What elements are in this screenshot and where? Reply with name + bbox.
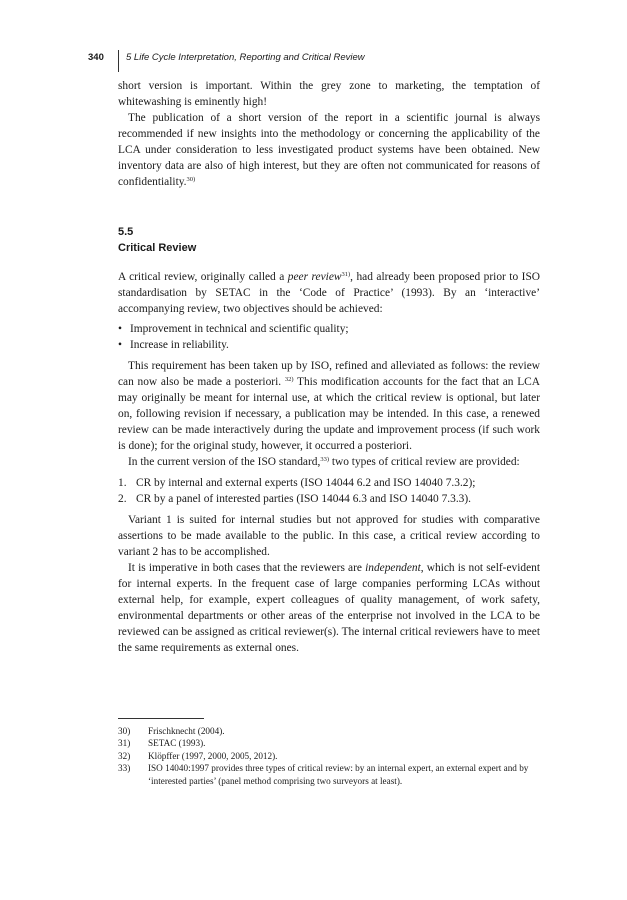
footnote-33: 33) ISO 14040:1997 provides three types of critical review: by an internal expert, an external expert and by ‘interested parties’ (panel method comprising two surveyors at least).	[118, 763, 529, 786]
body-text	[118, 78, 540, 656]
footnote-30: 30) Frischknecht (2004).	[118, 726, 225, 736]
section-title: Critical Review	[118, 242, 197, 254]
list-item: 2. CR by a panel of interested parties (ISO 14044 6.3 and ISO 14040 7.3.3).	[118, 493, 472, 505]
paragraph-iso-standard: In the current version of the ISO standard,$^{33)}$ two types of critical review are provided:	[128, 456, 520, 468]
footnote-ref-31[interactable]: 31)	[341, 271, 351, 278]
footnote-ref-33[interactable]: 33)	[320, 456, 329, 463]
list-item: • Increase in reliability.	[118, 337, 540, 353]
running-title: 5 Life Cycle Interpretation, Reporting and Critical Review	[126, 52, 365, 63]
page-number: 340	[88, 52, 104, 63]
intro-paragraph-1: short version is important. Within the grey zone to marketing, the temptation of whitewashing is eminently high!	[118, 80, 540, 108]
footnote-ref-30[interactable]: 30)	[186, 176, 196, 183]
review-types-list	[118, 475, 540, 507]
paragraph-iso-requirement: This requirement has been taken up by ISO, refined and alleviated as follows: the review can now also be made a posteriori. $^{32)}$ This modification accounts for the fact that an LCA may originally be meant for internal use, at which the critical review is optional, but later on, following revision if necessary, a publication may be intended. In this case, a renewed review can be made interactively during the update and improvement process (if such work is done); for the original study, however, it occurred a posteriori.	[118, 360, 541, 452]
objectives-list	[118, 321, 540, 353]
paragraph-critical-review-intro: A critical review, originally called a peer review$^{31)}$, had already been proposed prior to ISO standardisation by SETAC in the ‘Code of Practice’ (1993). By an ‘interactive’ accompanying review, two objectives should be achieved:	[118, 271, 540, 315]
list-item: • Improvement in technical and scientific quality;	[118, 321, 540, 337]
paragraph-variants: Variant 1 is suited for internal studies but not approved for studies with comparative assertions to be made available to the public. In this case, a critical review according to variant 2 has to be accomplished.	[118, 514, 540, 558]
footnote-divider	[118, 718, 204, 719]
footnote-ref-32[interactable]: 32)	[284, 376, 294, 383]
section-number: 5.5	[118, 226, 134, 238]
footnote-32: 32) Klöpffer (1997, 2000, 2005, 2012).	[118, 750, 278, 761]
paragraph-independence: It is imperative in both cases that the reviewers are independent, which is not self-evident for internal experts. In the frequent case of large companies performing LCAs without external help, for example, expert colleagues of quality management, of work safety, environmental departments or other areas of the enterprise not involved in the LCA to be reviewed can be assigned as critical reviewer(s). The internal critical reviewers have to meet the same requirements as external ones.	[118, 562, 540, 654]
intro-paragraph-2: The publication of a short version of the report in a scientific journal is always recommended if new insights into the methodology or concerning the applicability of the LCA under consideration to less investigated product systems have been obtained. New inventory data are also of high interest, but they are often not communicated for reasons of confidentiality.$^{30)}$	[118, 112, 540, 188]
footnotes	[118, 718, 540, 787]
footnote-31: 31) SETAC (1993).	[118, 738, 206, 749]
header-divider	[118, 50, 119, 72]
list-item: 1. CR by internal and external experts (ISO 14044 6.2 and ISO 14040 7.3.2);	[118, 477, 476, 489]
